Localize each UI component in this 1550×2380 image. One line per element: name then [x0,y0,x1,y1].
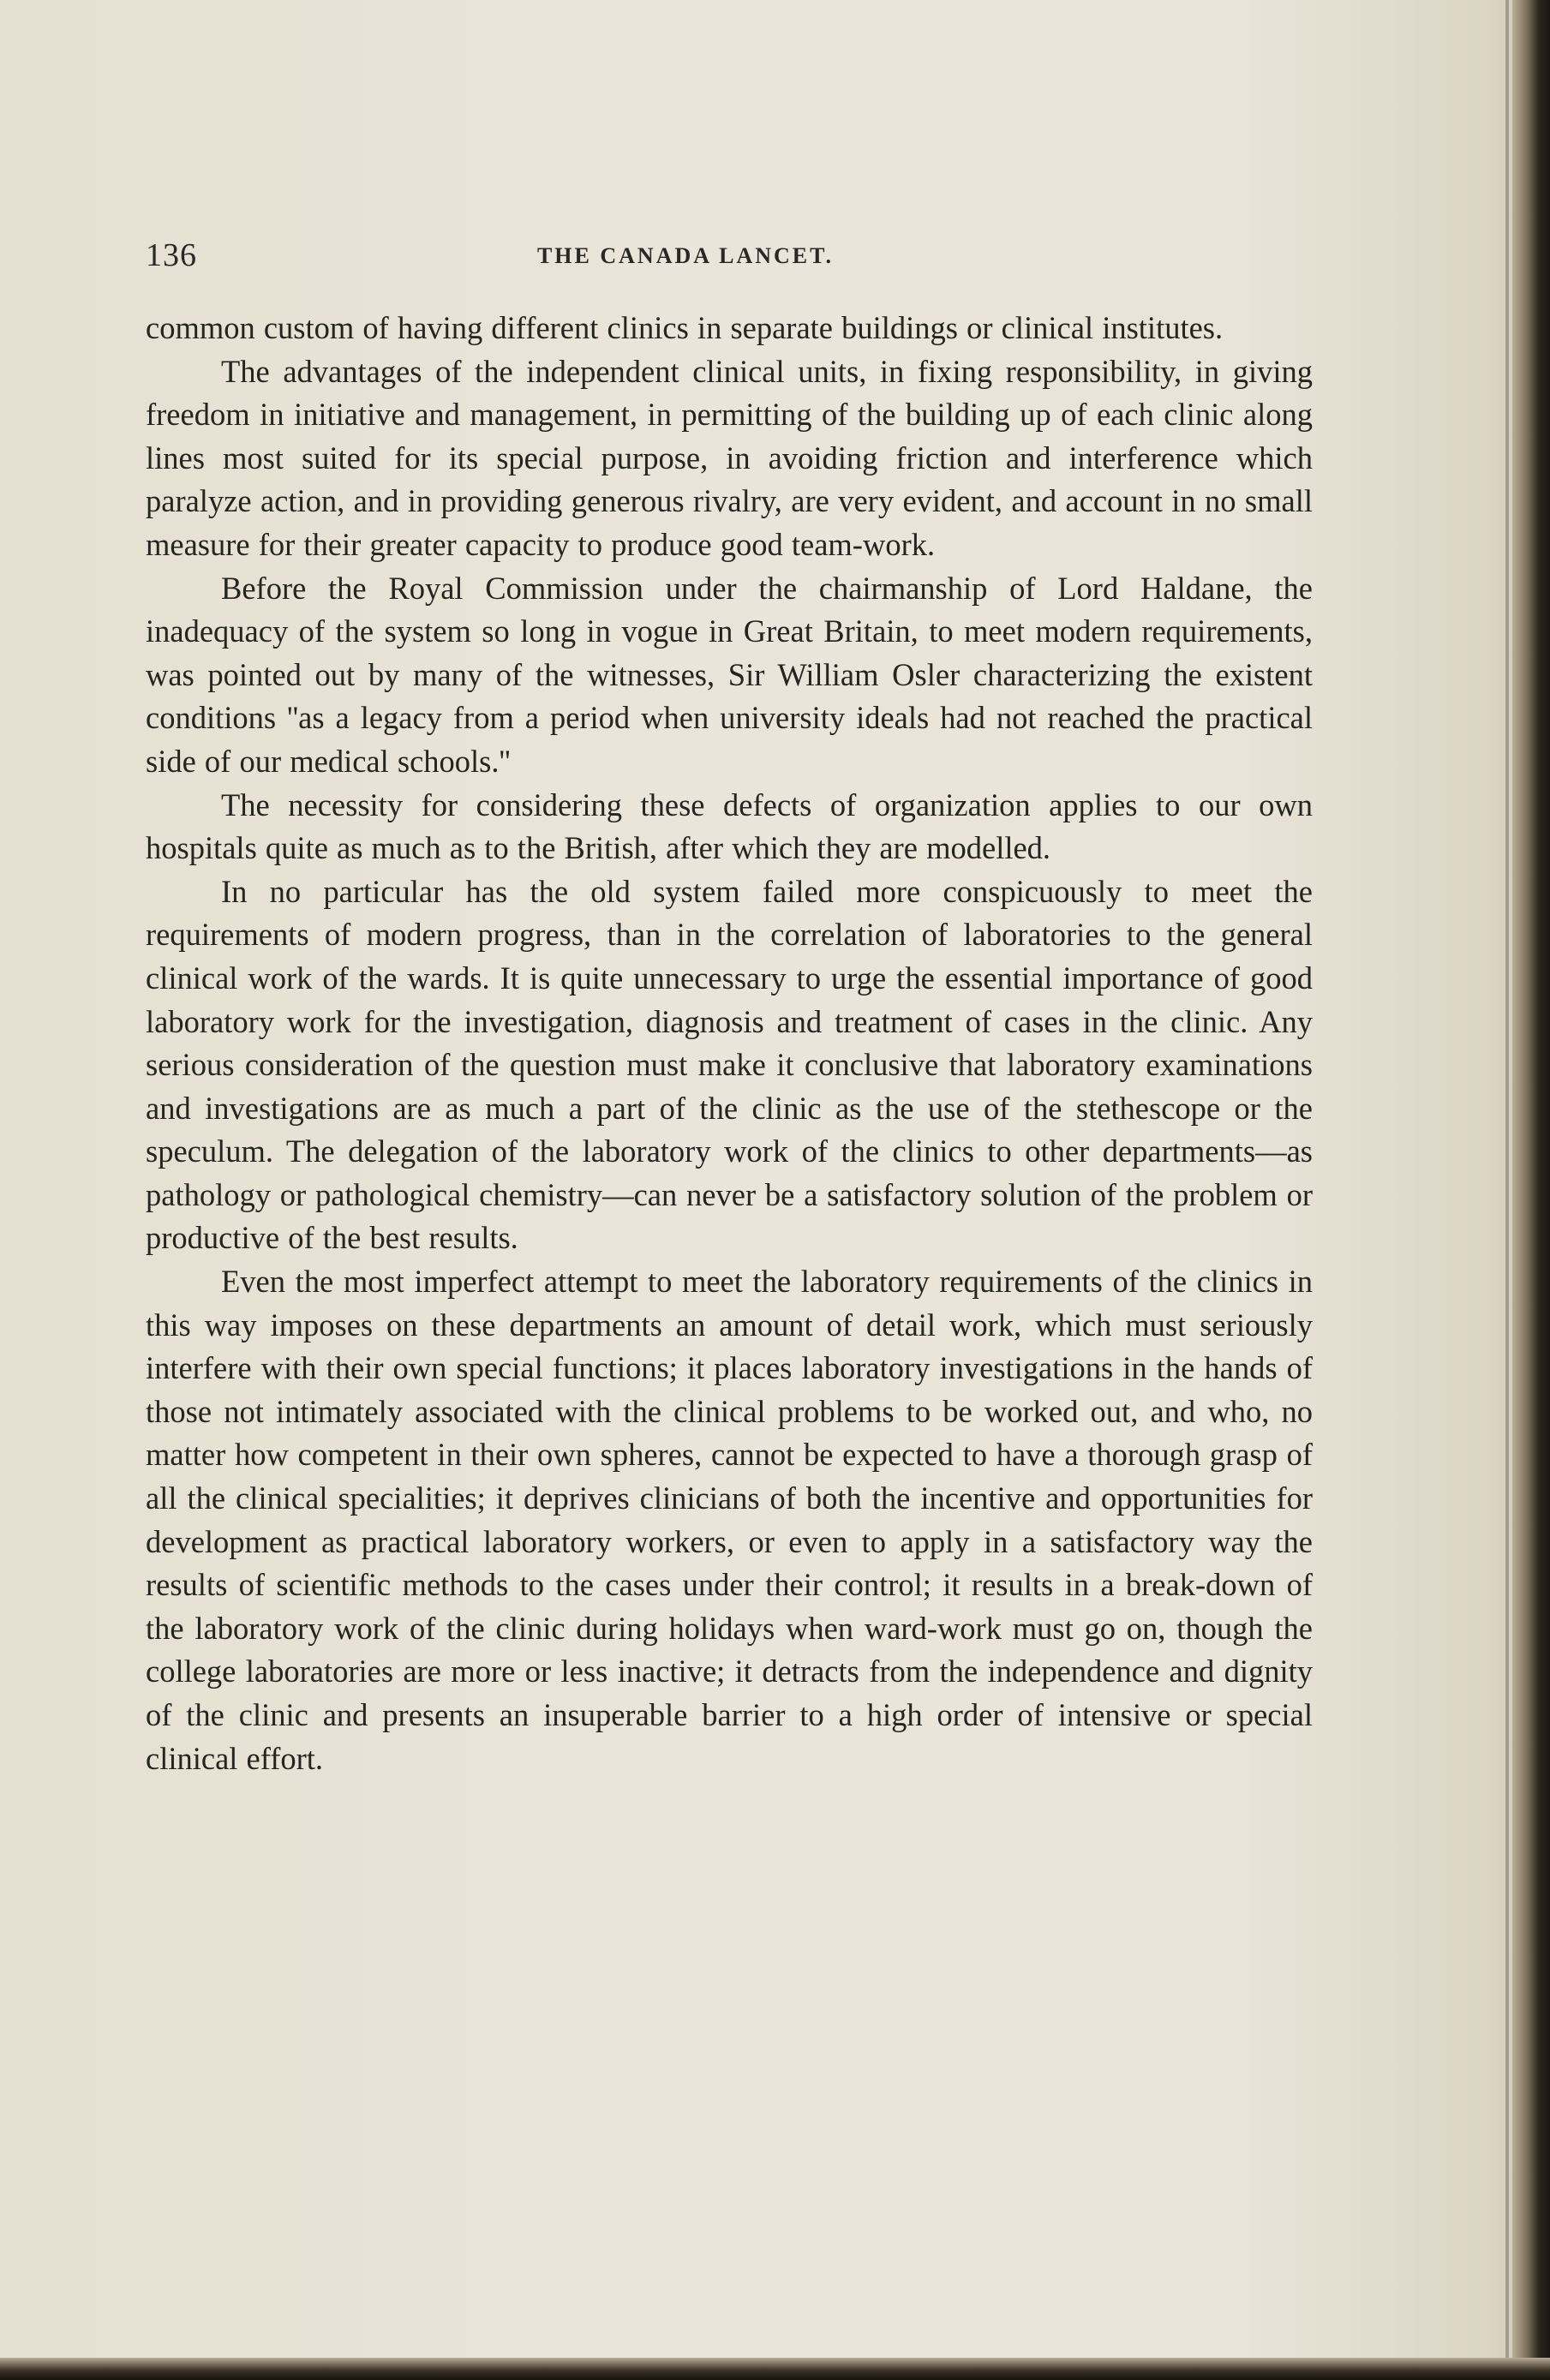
paragraph: Before the Royal Commission under the chairmanship of Lord Haldane, the inadequacy of the system so long in vogue in Great Britain, to meet modern requirements, was pointed out by many of the witnesses, Sir William Osler characterizing the existent conditions ''as a legacy from a period when university ideals had not reached the practical side of our medical schools.'' [146,570,1313,779]
paragraph: common custom of having different clinics in separate buildings or clinical institutes. [146,310,1224,345]
page-header [146,236,1311,283]
page-number: 136 [146,237,197,273]
page-gutter-shadow [1505,0,1509,2380]
page-bottom-edge [0,2358,1550,2380]
article-body [146,307,1313,1780]
running-title: THE CANADA LANCET. [536,243,835,268]
paragraph: In no particular has the old system failed more conspicuously to meet the requirements of modern progress, than in the correlation of laboratories to the general clinical work of the wards. It is quite unnecessary to urge the essential importance of good laboratory work for the investigation, diagnosis and treatment of cases in the clinic. Any serious consideration of the question must make it conclusive that laboratory examinations and investigations are as much a part of the clinic as the use of the stethescope or the speculum. The delegation of the laboratory work of the clinics to other departments—as pathology or pathological chemistry—can never be a satisfactory solution of the problem or productive of the best results. [146,873,1313,1256]
paragraph: The necessity for considering these defects of organization applies to our own hospitals quite as much as to the British, after which they are modelled. [146,786,1313,866]
paragraph: Even the most imperfect attempt to meet the laboratory requirements of the clinics in this way imposes on these departments an amount of detail work, which must seriously interfere with their own special functions; it places laboratory investigations in the hands of those not intimately associated with the clinical problems to be worked out, and who, no matter how competent in their own spheres, cannot be expected to have a thorough grasp of all the clinical specialities; it deprives clinicians of both the incentive and opportunities for development as practical laboratory workers, or even to apply in a satisfactory way the results of scientific methods to the cases under their control; it results in a break-down of the laboratory work of the clinic during holidays when ward-work must go on, though the college laboratories are more or less inactive; it detracts from the independence and dignity of the clinic and presents an insuperable barrier to a high order of intensive or special clinical effort. [146,1264,1313,1776]
paragraph: The advantages of the independent clinical units, in fixing responsibility, in giving freedom in initiative and management, in permitting of the building up of each clinic along lines most suited for its special purpose, in avoiding friction and interference which paralyze action, and in providing generous rivalry, are very evident, and account in no small measure for their greater capacity to produce good team-work. [146,353,1313,562]
book-spine-edge [1512,0,1550,2380]
